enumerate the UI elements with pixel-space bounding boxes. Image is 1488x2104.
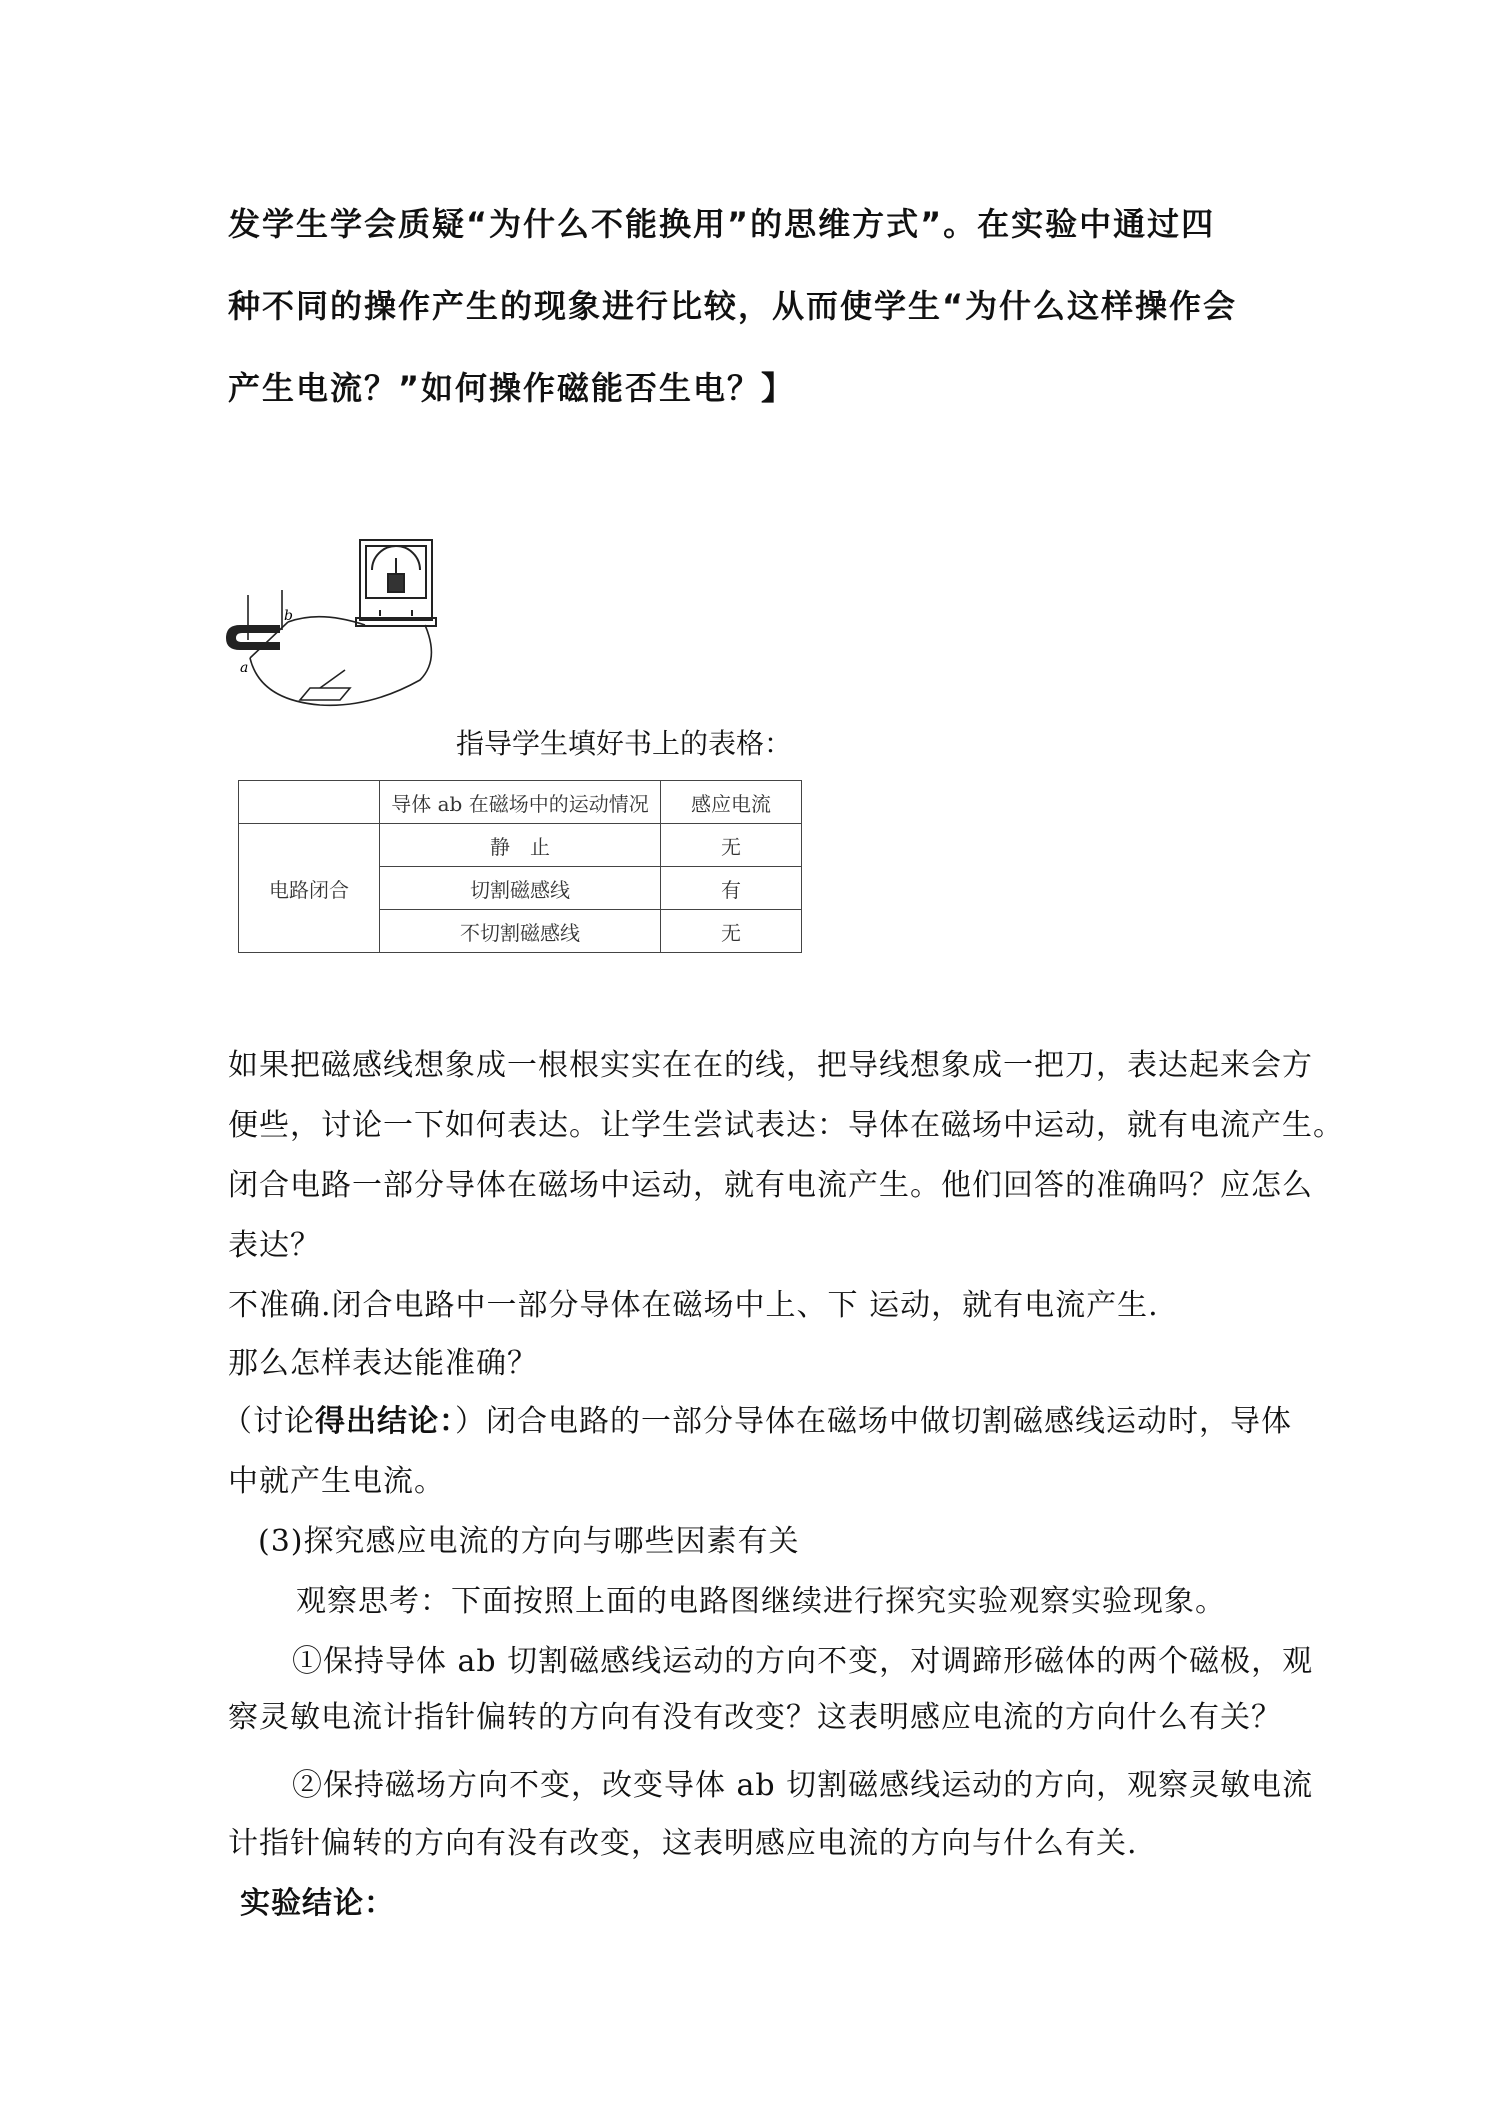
body-p2: 不准确.闭合电路中一部分导体在磁场中上、下 运动，就有电流产生. — [228, 1288, 1159, 1323]
section-3-heading: (3)探究感应电流的方向与哪些因素有关 — [258, 1524, 800, 1559]
body-p1-line-4: 表达？ — [228, 1228, 321, 1263]
table-corner-cell — [239, 781, 380, 824]
conclusion-label: 实验结论： — [240, 1886, 395, 1921]
table-cell-current: 有 — [661, 867, 802, 910]
p4-bold: 得出结论： — [315, 1404, 455, 1439]
label-b: b — [284, 608, 293, 624]
body-p1-line-3: 闭合电路一部分导体在磁场中运动，就有电流产生。他们回答的准确吗？应怎么 — [228, 1168, 1313, 1203]
table-row-label: 电路闭合 — [239, 824, 380, 953]
label-a: a — [240, 660, 249, 676]
table-header-motion: 导体 ab 在磁场中的运动情况 — [380, 781, 661, 824]
table-cell-motion: 静 止 — [380, 824, 661, 867]
table-header-current: 感应电流 — [661, 781, 802, 824]
p4-rest: ）闭合电路的一部分导体在磁场中做切割磁感线运动时，导体 — [455, 1404, 1292, 1439]
body-p4-line-2: 中就产生电流。 — [228, 1464, 445, 1499]
galvanometer-icon — [356, 540, 436, 626]
item-1-line-1: ①保持导体 ab 切割磁感线运动的方向不变，对调蹄形磁体的两个磁极，观 — [292, 1644, 1314, 1679]
p4-prefix: （讨论 — [222, 1404, 315, 1439]
table-cell-current: 无 — [661, 910, 802, 953]
body-p1-line-2: 便些，讨论一下如何表达。让学生尝试表达：导体在磁场中运动，就有电流产生。 — [228, 1108, 1344, 1143]
observe-text: 观察思考：下面按照上面的电路图继续进行探究实验观察实验现象。 — [296, 1584, 1226, 1619]
item-1-line-2: 察灵敏电流计指针偏转的方向有没有改变？这表明感应电流的方向什么有关？ — [228, 1700, 1282, 1735]
table-header-row — [239, 781, 802, 824]
experiment-apparatus-figure — [220, 530, 450, 720]
intro-line-1: 发学生学会质疑“为什么不能换用”的思维方式”。在实验中通过四 — [228, 205, 1216, 243]
body-p3: 那么怎样表达能准确？ — [228, 1346, 538, 1381]
table-cell-motion: 切割磁感线 — [380, 867, 661, 910]
figure-caption: 指导学生填好书上的表格： — [456, 727, 793, 760]
intro-line-3: 产生电流？”如何操作磁能否生电？】 — [228, 369, 796, 407]
table-row — [239, 824, 802, 867]
item-2-line-2: 计指针偏转的方向有没有改变，这表明感应电流的方向与什么有关. — [228, 1826, 1138, 1861]
experiment-table — [238, 780, 802, 953]
body-p1-line-1: 如果把磁感线想象成一根根实实在在的线，把导线想象成一把刀，表达起来会方 — [228, 1048, 1313, 1083]
table-cell-motion: 不切割磁感线 — [380, 910, 661, 953]
table-cell-current: 无 — [661, 824, 802, 867]
body-p4-line-1 — [222, 1396, 1292, 1440]
intro-line-2: 种不同的操作产生的现象进行比较，从而使学生“为什么这样操作会 — [228, 287, 1238, 325]
item-2-line-1: ②保持磁场方向不变，改变导体 ab 切割磁感线运动的方向，观察灵敏电流 — [292, 1768, 1314, 1803]
